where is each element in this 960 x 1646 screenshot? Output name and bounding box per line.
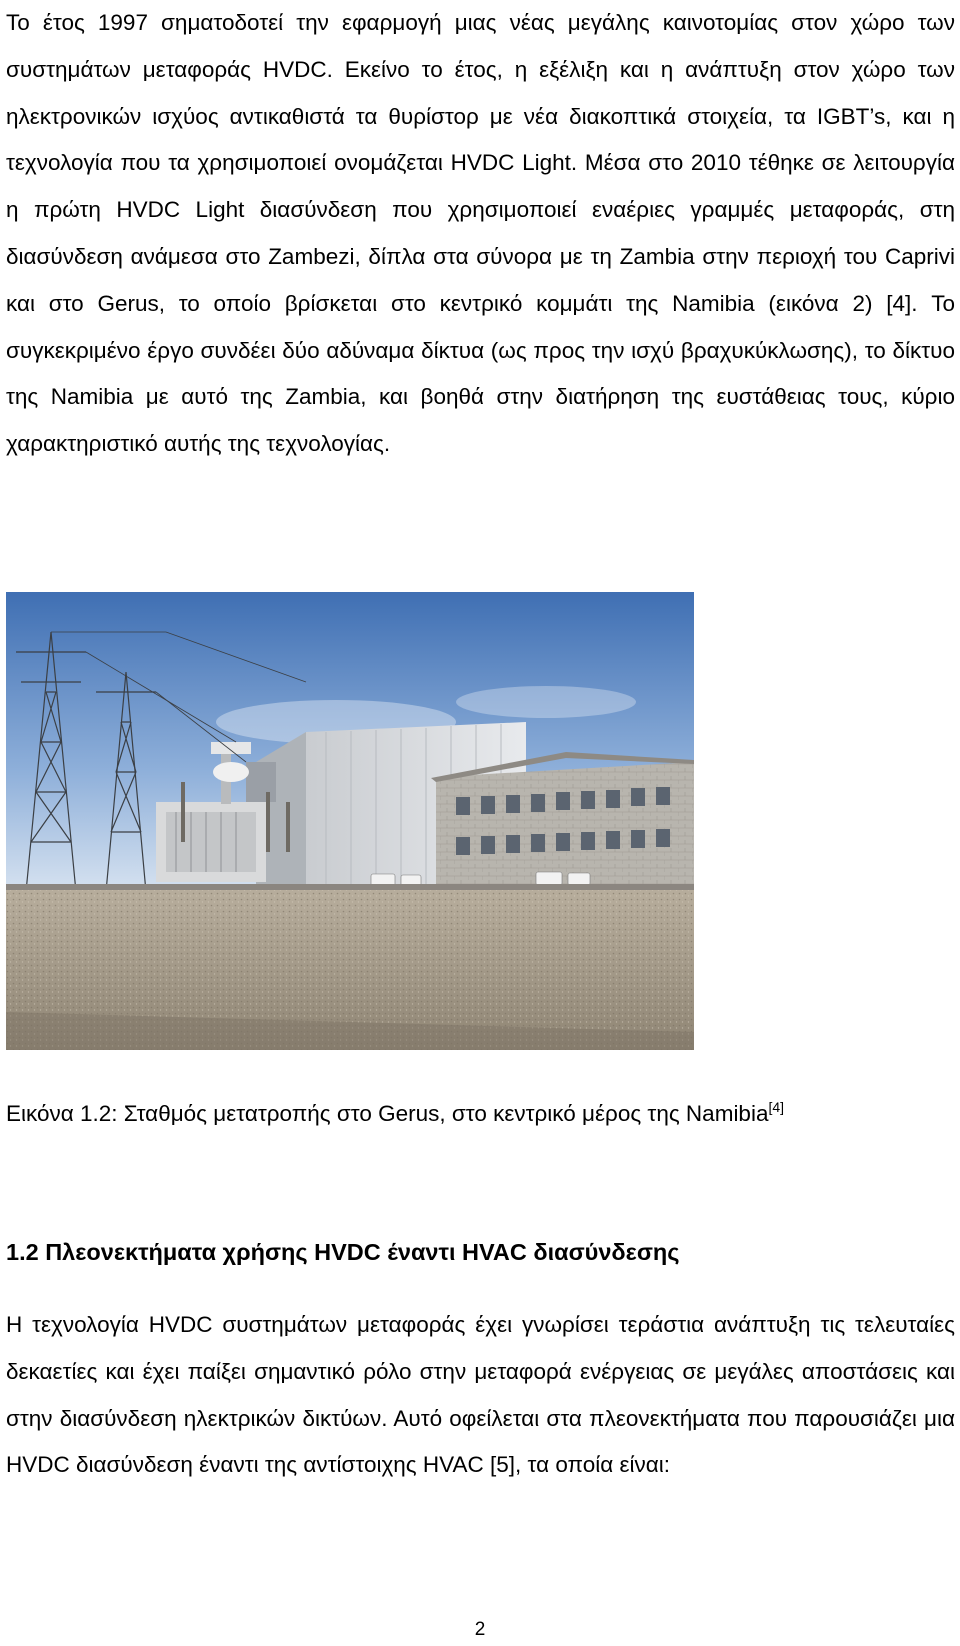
section-heading: 1.2 Πλεονεκτήματα χρήσης HVDC έναντι HVAC διασύνδεσης [6,1239,680,1265]
figure-caption-text: Εικόνα 1.2: Σταθμός μετατροπής στο Gerus, στο κεντρικό μέρος της Namibia [6,1101,769,1126]
figure-caption [6,1098,784,1130]
figure-caption-reference: [4] [768,1099,785,1115]
page-number: 2 [474,1619,486,1640]
converter-station-photo [6,592,694,1050]
body-paragraph-2: Η τεχνολογία HVDC συστημάτων μεταφοράς έχει γνωρίσει τεράστια ανάπτυξη τις τελευταίες δεκαετίες και έχει παίξει σημαντικό ρόλο στην μεταφορά ενέργειας σε μεγάλες αποστάσεις και στην διασύνδεση ηλεκτρικών δικτύων. Αυτό οφείλεται στα πλεονεκτήματα που παρουσιάζει μια HVDC διασύνδεση έναντι της αντίστοιχης HVAC [5], τα οποία είναι: [6,1312,955,1478]
body-paragraph-1: Το έτος 1997 σηματοδοτεί την εφαρμογή μιας νέας μεγάλης καινοτομίας στον χώρο των συστημάτων μεταφοράς HVDC. Εκείνο το έτος, η εξέλιξη και η ανάπτυξη στον χώρο των ηλεκτρονικών ισχύος αντικαθιστά τα θυρίστορ με νέα διακοπτικά στοιχεία, τα IGBT’s, και η τεχνολογία που τα χρησιμοποιεί ονομάζεται HVDC Light. Μέσα στο 2010 τέθηκε σε λειτουργία η πρώτη HVDC Light διασύνδεση που χρησιμοποιεί εναέριες γραμμές μεταφοράς, στη διασύνδεση ανάμεσα στο Zambezi, δίπλα στα σύνορα με τη Zambia στην περιοχή του Caprivi και στο Gerus, το οποίο βρίσκεται στο κεντρικό κομμάτι της Namibia (εικόνα 2) [4]. Το συγκεκριμένο έργο συνδέει δύο αδύναμα δίκτυα (ως προς την ισχύ βραχυκύκλωσης), το δίκτυο της Namibia με αυτό της Zambia, και βοηθά στην διατήρηση της ευστάθειας τους, κύριο χαρακτηριστικό αυτής της τεχνολογίας. [6,10,955,457]
